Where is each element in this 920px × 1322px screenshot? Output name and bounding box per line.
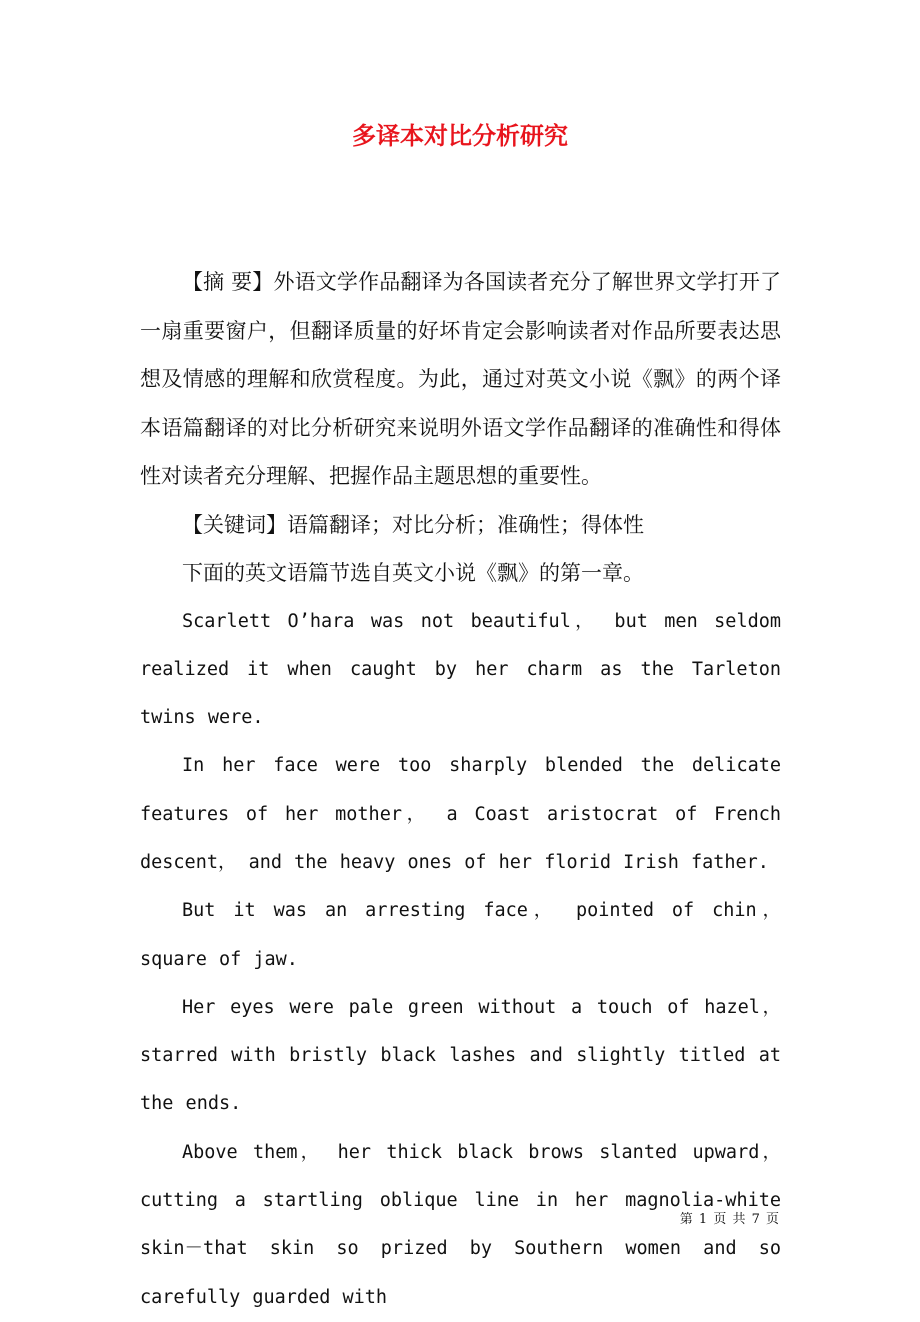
english-paragraph-5: Above them， her thick black brows slanted upward， cutting a startling oblique line in her magnolia-white skin－that skin so prized by Southern women and so carefully guarded with xyxy=(140,1141,781,1308)
document-body xyxy=(140,258,781,1322)
english-paragraph-4: Her eyes were pale green without a touch of hazel， starred with bristly black lashes and slightly titled at the ends. xyxy=(140,996,781,1115)
intro-paragraph: 下面的英文语篇节选自英文小说《飘》的第一章。 xyxy=(182,561,644,585)
abstract-paragraph: 【摘 要】外语文学作品翻译为各国读者充分了解世界文学打开了一扇重要窗户，但翻译质量的好坏肯定会影响读者对作品所要表达思想及情感的理解和欣赏程度。为此，通过对英文小说《飘》的两个译本语篇翻译的对比分析研究来说明外语文学作品翻译的准确性和得体性对读者充分理解、把握作品主题思想的重要性。 xyxy=(140,270,781,488)
english-paragraph-1: Scarlett O’hara was not beautiful， but men seldom realized it when caught by her charm as the Tarleton twins were. xyxy=(140,610,781,729)
document-title: 多译本对比分析研究 xyxy=(352,121,568,150)
english-paragraph-2: In her face were too sharply blended the delicate features of her mother， a Coast aristocrat of French descent， and the heavy ones of her florid Irish father. xyxy=(140,755,781,873)
page-indicator: 第 1 页 共 7 页 xyxy=(679,1212,780,1227)
keywords-paragraph: 【关键词】语篇翻译；对比分析；准确性；得体性 xyxy=(182,512,644,537)
english-paragraph-3: But it was an arresting face， pointed of chin， square of jaw. xyxy=(140,900,781,970)
